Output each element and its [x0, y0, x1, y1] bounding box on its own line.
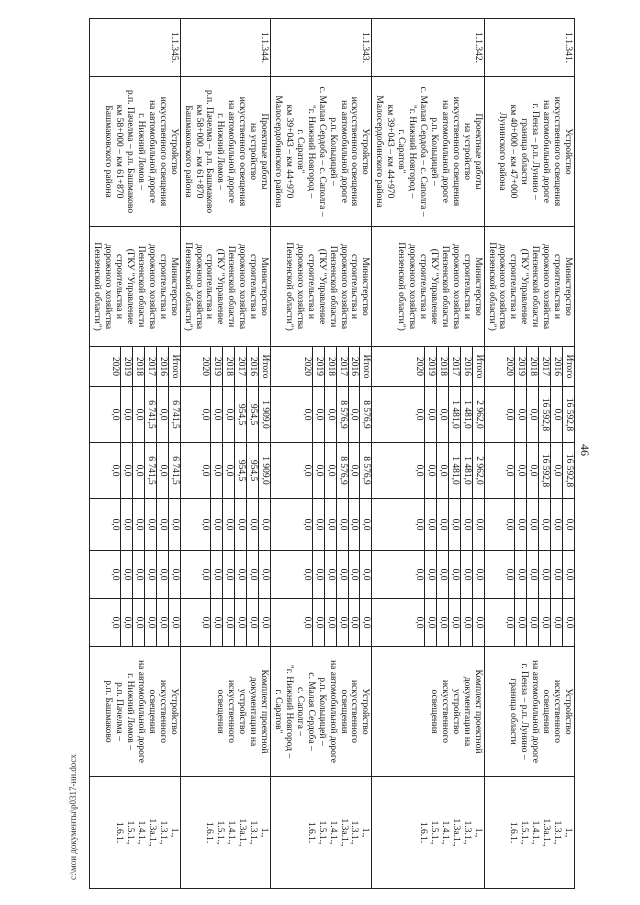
activity-name-text: Проектные работы на устройство искусственного освещения на автомобильной дороге р.п. Кольцицей – с. Малая Сердоба – с. Саполга – "г. Нижний Новгород – г. Саратов" км 39+043 – км 44+970 Малосердобинского района	[374, 86, 483, 217]
funding-col-b-value: 16 592,8	[563, 443, 574, 498]
funding-col-c-value: 0,0	[211, 499, 223, 550]
years-column-value: Итого	[472, 347, 483, 386]
funding-col-a-value: 0,0	[551, 387, 563, 442]
row-number-text: 1.1.341.	[563, 32, 573, 63]
funding-col-d	[180, 551, 270, 599]
executor	[372, 227, 484, 347]
funding-col-a-value: 0,0	[348, 387, 360, 442]
funding-col-a-value: 8 576,9	[336, 387, 348, 442]
years-column-value: 2019	[211, 347, 223, 386]
funding-col-a-value: 954,5	[235, 387, 247, 442]
years-column-value: 2018	[133, 347, 145, 386]
funding-col-c-value: 0,0	[414, 518, 425, 531]
funding-col-d-value: 0,0	[312, 551, 324, 598]
funding-col-e	[484, 599, 574, 647]
funding-col-c	[180, 499, 270, 551]
funding-col-b-value: 0,0	[223, 443, 235, 498]
expected-result	[372, 647, 484, 777]
activity-name	[372, 77, 484, 227]
years-column-value: Итого	[168, 347, 179, 386]
funding-col-b-value: 0,0	[436, 443, 448, 498]
funding-col-c-value: 0,0	[223, 499, 235, 550]
funding-col-e-value: 0,0	[301, 616, 312, 629]
years-column-value: 2019	[312, 347, 324, 386]
funding-col-d-value: 0,0	[436, 551, 448, 598]
funding-col-c-value: 0,0	[247, 499, 259, 550]
funding-col-a-value: 2 962,0	[472, 387, 483, 442]
funding-col-a-value: 0,0	[436, 387, 448, 442]
indicator-links-text: 1., 1.3.1., 1.3а.1., 1.4.1., 1.5.1., 1.6.1.	[305, 818, 371, 847]
funding-col-c-value: 0,0	[121, 499, 133, 550]
funding-col-d-value: 0,0	[144, 551, 156, 598]
years-column	[180, 347, 270, 387]
years-column-value: Итого	[360, 347, 371, 386]
funding-col-d	[90, 551, 180, 599]
funding-col-a-value: 0,0	[223, 387, 235, 442]
funding-col-a-value: 16 592,8	[563, 387, 574, 442]
funding-col-c-value: 0,0	[312, 499, 324, 550]
funding-col-d-value: 0,0	[563, 551, 574, 598]
indicator-links	[271, 777, 372, 889]
funding-col-e-value: 0,0	[360, 599, 371, 646]
funding-col-c-value: 0,0	[156, 499, 168, 550]
funding-col-b-value: 8 576,9	[360, 443, 371, 498]
funding-col-b-value: 6 741,5	[144, 443, 156, 498]
funding-col-b-value: 954,5	[247, 443, 259, 498]
funding-col-e-value: 0,0	[425, 599, 437, 646]
funding-col-b-value: 1 481,0	[448, 443, 460, 498]
funding-col-b-value: 2 962,0	[472, 443, 483, 498]
row-number	[180, 19, 270, 77]
funding-col-d-value: 0,0	[223, 551, 235, 598]
executor	[90, 227, 180, 347]
funding-col-b-value: 6 741,5	[168, 443, 179, 498]
funding-col-d	[271, 551, 372, 599]
funding-col-c-value: 0,0	[472, 499, 483, 550]
funding-col-e-value: 0,0	[156, 599, 168, 646]
funding-col-b-value: 0,0	[110, 464, 121, 477]
funding-col-c-value: 0,0	[515, 499, 527, 550]
funding-col-e-value: 0,0	[551, 599, 563, 646]
years-column-value: 2017	[448, 347, 460, 386]
years-column-value: 2019	[515, 347, 527, 386]
indicator-links-text: 1., 1.3.1., 1.3а.1., 1.4.1., 1.5.1., 1.6.1.	[114, 818, 179, 847]
funding-col-b-value: 0,0	[156, 443, 168, 498]
indicator-links	[180, 777, 270, 889]
expected-result	[90, 647, 180, 777]
funding-col-e-value: 0,0	[515, 599, 527, 646]
activity-name-text: Устройство искусственного освещения на автомобильной дороге р.п. Кольцицей – с. Малая Сердоба – с. Саполга – "г. Нижний Новгород – г. Саратов" км 39+043 – км 44+970 Малосердобинского района	[273, 86, 371, 217]
funding-col-e-value: 0,0	[414, 616, 425, 629]
table-body	[90, 19, 575, 889]
funding-col-b-value: 0,0	[425, 443, 437, 498]
funding-col-b-value: 954,5	[235, 443, 247, 498]
funding-col-b-value: 0,0	[121, 443, 133, 498]
years-column	[90, 347, 180, 387]
years-column-value: 2019	[425, 347, 437, 386]
funding-col-e-value: 0,0	[324, 599, 336, 646]
years-column-value: 2016	[348, 347, 360, 386]
funding-col-c-value: 0,0	[563, 499, 574, 550]
funding-col-e	[271, 599, 372, 647]
table-row	[484, 19, 574, 889]
indicator-links-text: 1., 1.3.1., 1.3а.1., 1.4.1., 1.5.1., 1.6.1.	[508, 818, 573, 847]
funding-col-a-value: 1 481,0	[448, 387, 460, 442]
row-number-text: 1.1.343.	[360, 32, 371, 63]
funding-col-e-value: 0,0	[110, 616, 121, 629]
years-column-value: 2020	[110, 357, 121, 376]
table-row	[90, 19, 180, 889]
years-column-value: Итого	[259, 347, 270, 386]
funding-col-c-value: 0,0	[539, 499, 551, 550]
funding-col-c-value: 0,0	[436, 499, 448, 550]
funding-col-a-value: 0,0	[211, 387, 223, 442]
funding-col-d-value: 0,0	[168, 551, 179, 598]
funding-col-e-value: 0,0	[448, 599, 460, 646]
expected-result-text: Устройство искусственного освещения на автомобильной дороге г. Нижний Ломов – р.п. Пачелма – р.п. Башмаково	[103, 660, 179, 763]
row-number-text: 1.1.345.	[168, 32, 179, 63]
years-column-value: 2020	[504, 357, 515, 376]
funding-col-c	[271, 499, 372, 551]
executor	[180, 227, 270, 347]
funding-col-d-value: 0,0	[247, 551, 259, 598]
funding-col-a-value: 0,0	[110, 408, 121, 421]
indicator-links	[90, 777, 180, 889]
funding-col-d-value: 0,0	[515, 551, 527, 598]
years-column-value: 2017	[144, 347, 156, 386]
activity-name-text: Устройство искусственного освещения на автомобильной дороге г. Нижний Ломов – р.п. Пачелма – р.п. Башмаково км 58+000 – км 61+870 Башмаковского района	[103, 89, 179, 214]
page-number: 46	[578, 444, 592, 456]
footer-path: c:\мои документы\p0317-ин.docx	[68, 754, 78, 880]
funding-col-d-value: 0,0	[448, 551, 460, 598]
funding-col-e-value: 0,0	[247, 599, 259, 646]
years-column-value: 2020	[301, 357, 312, 376]
years-column	[372, 347, 484, 387]
funding-col-e-value: 0,0	[436, 599, 448, 646]
funding-col-c-value: 0,0	[360, 499, 371, 550]
funding-col-d	[484, 551, 574, 599]
funding-col-e-value: 0,0	[211, 599, 223, 646]
funding-col-a-value: 1 481,0	[460, 387, 472, 442]
expected-result-text: Комплект проектной документации на устройство искусственного освещения	[215, 669, 270, 754]
funding-col-d	[372, 551, 484, 599]
funding-col-e-value: 0,0	[527, 599, 539, 646]
years-column-value: Итого	[563, 347, 574, 386]
executor	[484, 227, 574, 347]
funding-col-a	[90, 387, 180, 443]
funding-col-d-value: 0,0	[121, 551, 133, 598]
funding-col-a-value: 6 741,5	[144, 387, 156, 442]
funding-col-b-value: 0,0	[504, 464, 515, 477]
table-row	[180, 19, 270, 889]
funding-col-b-value: 16 592,8	[539, 443, 551, 498]
funding-col-b	[90, 443, 180, 499]
indicator-links	[484, 777, 574, 889]
executor-text: Министерство строительства и дорожного хозяйства Пензенской области (ГКУ "Управление строительства и дорожного хозяйства Пензенской области")	[182, 242, 270, 331]
table-row	[271, 19, 372, 889]
funding-col-c-value: 0,0	[301, 518, 312, 531]
funding-col-e	[372, 599, 484, 647]
expected-result-text: Комплект проектной документации на устройство искусственного освещения	[428, 669, 483, 754]
activity-name-text: Устройство искусственного освещения на автомобильной дороге г. Пенза – р.п. Лунино – граница области км 40+000 – км 47+000 Лунинского района	[497, 96, 573, 207]
funding-col-a	[271, 387, 372, 443]
funding-col-b	[372, 443, 484, 499]
funding-col-d-value: 0,0	[425, 551, 437, 598]
funding-col-c	[372, 499, 484, 551]
funding-col-a-value: 0,0	[312, 387, 324, 442]
funding-col-e-value: 0,0	[312, 599, 324, 646]
funding-col-a-value: 0,0	[301, 408, 312, 421]
funding-col-a-value: 16 592,8	[539, 387, 551, 442]
funding-col-e-value: 0,0	[235, 599, 247, 646]
funding-col-c-value: 0,0	[425, 499, 437, 550]
funding-col-b-value: 0,0	[348, 443, 360, 498]
activity-name	[90, 77, 180, 227]
funding-col-d-value: 0,0	[539, 551, 551, 598]
years-column-value: 2016	[247, 347, 259, 386]
funding-col-b-value: 0,0	[527, 443, 539, 498]
years-column	[271, 347, 372, 387]
funding-col-e-value: 0,0	[133, 599, 145, 646]
funding-col-c-value: 0,0	[133, 499, 145, 550]
years-column-value: 2019	[121, 347, 133, 386]
funding-col-c-value: 0,0	[200, 518, 211, 531]
row-number-text: 1.1.344.	[259, 32, 270, 63]
funding-col-c-value: 0,0	[324, 499, 336, 550]
funding-col-e	[180, 599, 270, 647]
funding-col-a-value: 0,0	[121, 387, 133, 442]
funding-col-d-value: 0,0	[348, 551, 360, 598]
funding-col-c-value: 0,0	[527, 499, 539, 550]
years-column-value: 2020	[200, 357, 211, 376]
funding-col-e-value: 0,0	[200, 616, 211, 629]
activity-name	[180, 77, 270, 227]
funding-col-d-value: 0,0	[324, 551, 336, 598]
funding-col-d-value: 0,0	[156, 551, 168, 598]
funding-col-c-value: 0,0	[336, 499, 348, 550]
funding-col-d-value: 0,0	[504, 568, 515, 581]
program-table-container	[70, 18, 575, 888]
expected-result	[180, 647, 270, 777]
funding-col-a-value: 6 741,5	[168, 387, 179, 442]
funding-col-a	[180, 387, 270, 443]
years-column-value: 2017	[539, 347, 551, 386]
years-column-value: 2018	[324, 347, 336, 386]
funding-col-b	[180, 443, 270, 499]
funding-col-e	[90, 599, 180, 647]
activity-name	[484, 77, 574, 227]
funding-col-e-value: 0,0	[168, 599, 179, 646]
funding-col-b-value: 0,0	[551, 443, 563, 498]
funding-col-b-value: 8 576,9	[336, 443, 348, 498]
funding-col-d-value: 0,0	[472, 551, 483, 598]
funding-col-c	[484, 499, 574, 551]
executor-text: Министерство строительства и дорожного хозяйства Пензенской области (ГКУ "Управление строительства и дорожного хозяйства Пензенской области")	[396, 242, 483, 331]
funding-col-d-value: 0,0	[133, 551, 145, 598]
years-column-value: 2020	[414, 357, 425, 376]
funding-col-c-value: 0,0	[504, 518, 515, 531]
funding-col-c-value: 0,0	[448, 499, 460, 550]
indicator-links-text: 1., 1.3.1., 1.3а.1., 1.4.1., 1.5.1., 1.6.1.	[418, 818, 483, 847]
funding-col-e-value: 0,0	[504, 616, 515, 629]
funding-col-c-value: 0,0	[348, 499, 360, 550]
row-number	[484, 19, 574, 77]
years-column	[484, 347, 574, 387]
indicator-links-text: 1., 1.3.1., 1.3а.1., 1.4.1., 1.5.1., 1.6.1.	[204, 818, 270, 847]
funding-col-a-value: 0,0	[414, 408, 425, 421]
funding-col-d-value: 0,0	[551, 551, 563, 598]
row-number	[372, 19, 484, 77]
funding-col-e-value: 0,0	[348, 599, 360, 646]
years-column-value: 2016	[551, 347, 563, 386]
funding-col-a-value: 0,0	[133, 387, 145, 442]
activity-name-text: Проектные работы на устройство искусственного освещения на автомобильной дороге г. Нижний Ломов – р.п. Пачелма – р.п. Башмаково км 58+000 – км 61+870 Башмаковского района	[182, 89, 270, 214]
row-number-text: 1.1.342.	[472, 32, 483, 63]
funding-col-c-value: 0,0	[259, 499, 270, 550]
funding-col-d-value: 0,0	[301, 568, 312, 581]
funding-col-a-value: 0,0	[324, 387, 336, 442]
funding-col-e-value: 0,0	[460, 599, 472, 646]
funding-col-b-value: 0,0	[211, 443, 223, 498]
activity-name	[271, 77, 372, 227]
funding-col-d-value: 0,0	[336, 551, 348, 598]
indicator-links	[372, 777, 484, 889]
funding-col-b	[484, 443, 574, 499]
funding-col-a-value: 0,0	[425, 387, 437, 442]
funding-col-d-value: 0,0	[414, 568, 425, 581]
funding-col-b-value: 0,0	[301, 464, 312, 477]
funding-col-e-value: 0,0	[223, 599, 235, 646]
executor-text: Министерство строительства и дорожного хозяйства Пензенской области (ГКУ "Управление строительства и дорожного хозяйства Пензенской области")	[283, 242, 371, 331]
funding-col-e-value: 0,0	[259, 599, 270, 646]
funding-col-e-value: 0,0	[563, 599, 574, 646]
years-column-value: 2018	[436, 347, 448, 386]
funding-col-a-value: 0,0	[527, 387, 539, 442]
funding-col-d-value: 0,0	[235, 551, 247, 598]
funding-col-d-value: 0,0	[460, 551, 472, 598]
funding-col-d-value: 0,0	[200, 568, 211, 581]
funding-col-c-value: 0,0	[168, 499, 179, 550]
funding-col-b-value: 0,0	[133, 443, 145, 498]
funding-col-a	[484, 387, 574, 443]
funding-col-c-value: 0,0	[144, 499, 156, 550]
funding-col-e-value: 0,0	[336, 599, 348, 646]
funding-col-e-value: 0,0	[121, 599, 133, 646]
funding-col-a-value: 8 576,9	[360, 387, 371, 442]
row-number	[90, 19, 180, 77]
expected-result-text: Устройство искусственного освещения на автомобильной дороге г. Пенза – р.п. Лунино – граница области	[508, 660, 573, 763]
funding-col-d-value: 0,0	[211, 551, 223, 598]
funding-col-c-value: 0,0	[235, 499, 247, 550]
funding-col-c-value: 0,0	[551, 499, 563, 550]
funding-col-e-value: 0,0	[539, 599, 551, 646]
funding-col-b-value: 0,0	[515, 443, 527, 498]
table-row	[372, 19, 484, 889]
funding-col-a-value: 0,0	[200, 408, 211, 421]
executor-text: Министерство строительства и дорожного хозяйства Пензенской области (ГКУ "Управление строительства и дорожного хозяйства Пензенской области")	[92, 242, 179, 331]
funding-col-d-value: 0,0	[527, 551, 539, 598]
funding-col-d-value: 0,0	[259, 551, 270, 598]
funding-col-c-value: 0,0	[110, 518, 121, 531]
expected-result	[484, 647, 574, 777]
funding-col-b-value: 1 909,0	[259, 443, 270, 498]
executor-text: Министерство строительства и дорожного хозяйства Пензенской области (ГКУ "Управление строительства и дорожного хозяйства Пензенской области")	[486, 242, 573, 331]
years-column-value: 2018	[223, 347, 235, 386]
expected-result	[271, 647, 372, 777]
row-number	[271, 19, 372, 77]
funding-col-b-value: 0,0	[414, 464, 425, 477]
funding-col-d-value: 0,0	[360, 551, 371, 598]
years-column-value: 2017	[235, 347, 247, 386]
funding-col-a-value: 0,0	[504, 408, 515, 421]
funding-col-d-value: 0,0	[110, 568, 121, 581]
funding-col-c	[90, 499, 180, 551]
funding-col-b	[271, 443, 372, 499]
program-table	[89, 18, 575, 889]
years-column-value: 2017	[336, 347, 348, 386]
years-column-value: 2016	[156, 347, 168, 386]
funding-col-b-value: 0,0	[324, 443, 336, 498]
funding-col-b-value: 1 481,0	[460, 443, 472, 498]
funding-col-a-value: 0,0	[156, 387, 168, 442]
years-column-value: 2018	[527, 347, 539, 386]
funding-col-b-value: 0,0	[312, 443, 324, 498]
funding-col-a-value: 1 909,0	[259, 387, 270, 442]
funding-col-e-value: 0,0	[472, 599, 483, 646]
funding-col-e-value: 0,0	[144, 599, 156, 646]
executor	[271, 227, 372, 347]
expected-result-text: Устройство искусственного освещения на автомобильной дороге р.п. Кольцицей – с. Малая Сердоба – с. Саполга – "г. Нижний Новгород – г. Саратов"	[273, 660, 371, 763]
funding-col-a-value: 954,5	[247, 387, 259, 442]
funding-col-c-value: 0,0	[460, 499, 472, 550]
funding-col-a	[372, 387, 484, 443]
years-column-value: 2016	[460, 347, 472, 386]
funding-col-b-value: 0,0	[200, 464, 211, 477]
funding-col-a-value: 0,0	[515, 387, 527, 442]
